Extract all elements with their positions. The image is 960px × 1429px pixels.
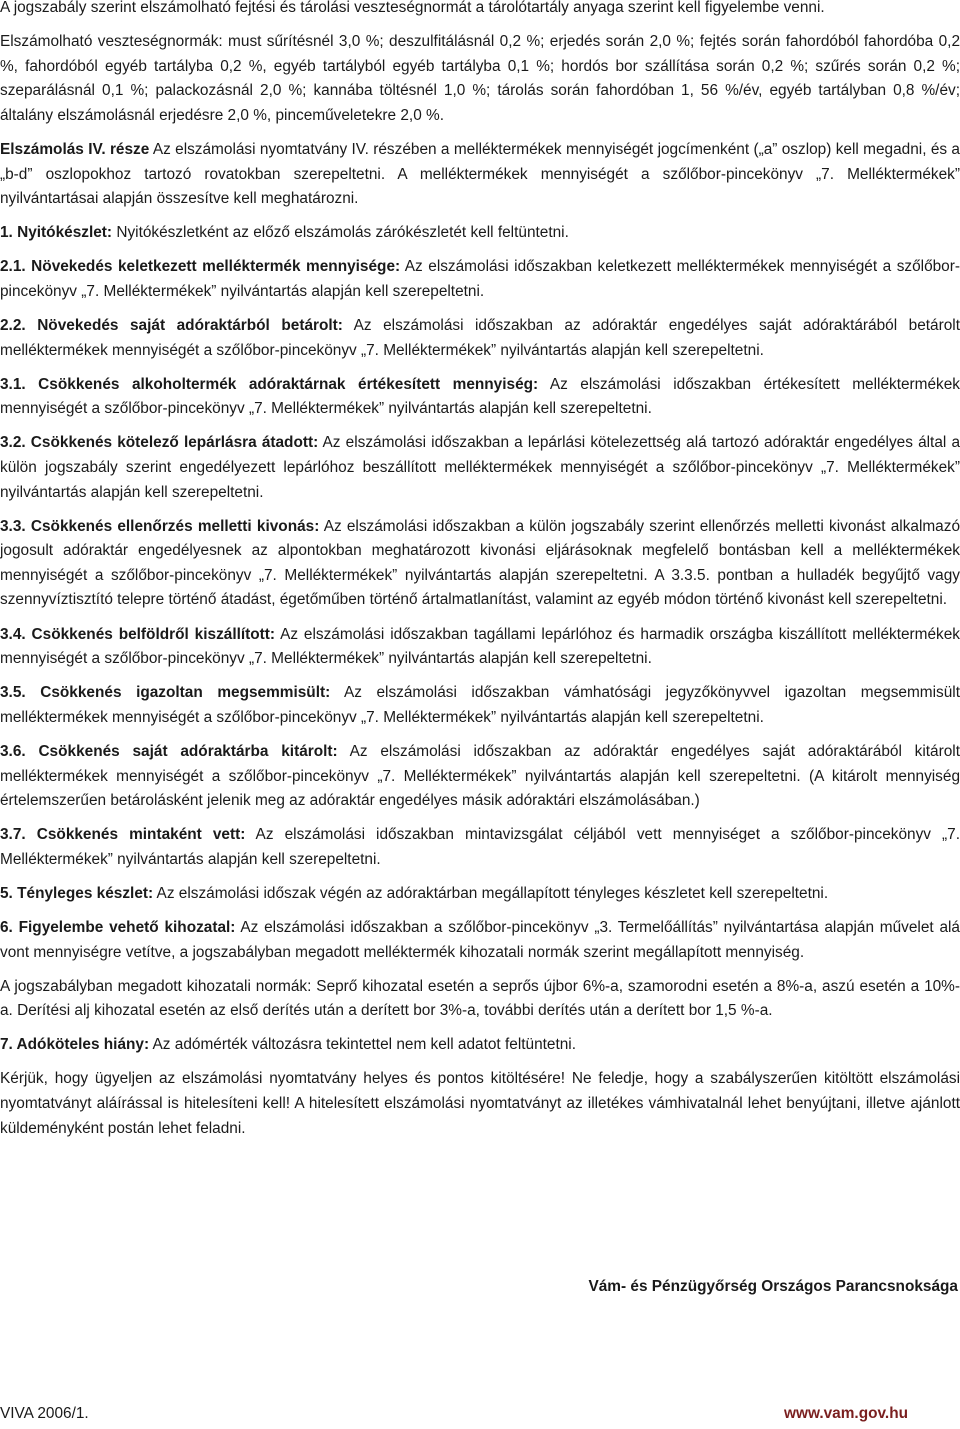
paragraph-lead: 2.2. Növekedés saját adóraktárból betárolt: [0,317,343,335]
paragraph-loss-norms [0,30,960,128]
footer-issue-label: VIVA 2006/1. [0,1405,89,1422]
paragraph-text: Az adómérték változásra tekintettel nem kell adatot feltüntetni. [149,1036,577,1054]
paragraph-opening-stock [0,221,960,246]
paragraph-text: Az elszámolási időszakban a külön jogszabály szerint ellenőrzés melletti kivonást alkalmazó jogosult adóraktár engedélyesnek az alpontokban meghatározott kivonási eljárásoknak megfelelő bontásban kell a melléktermékek mennyiségét a szőlőbor-pincekönyv „7. Melléktermékek” nyilvántartás alapján szerepeltetni. A 3.3.5. pontban a hulladék begyűjtő vagy szennyvíztisztító telepre történő átadást, égetőműben történő ártalmatlanítást, valamint az egyéb módon történő kivonást kell szerepeltetni. [0,517,960,609]
paragraph-text: Az elszámolási időszakban a lepárlási kötelezettség alá tartozó adóraktár engedélyes által a külön jogszabály szerint engedélyezett lepárlóhoz beszállított melléktermékek mennyiségét a szőlőbor-pincekönyv „7. Melléktermékek” nyilvántartás alapján kell szerepeltetni. [0,434,960,501]
paragraph-text: Az elszámolási nyomtatvány IV. részében a melléktermékek mennyiségét jogcímenként („a” oszlop) kell megadni, és a „b-d” oszlopokhoz tartozó rovatokban szerepeltetni. A melléktermékek mennyiségét a szőlőbor-pincekönyv „7. Melléktermékek” nyilvántartásai alapján összesítve kell meghatározni. [0,140,960,208]
paragraph-text: Kérjük, hogy ügyeljen az elszámolási nyomtatvány helyes és pontos kitöltésére! Ne feledje, hogy a szabályszerűen kitöltött elszámolási nyomtatványt aláírással is hitelesíteni kell! A hitelesített elszámolási nyomtatványt az illetékes vámhivatalnál lehet benyújtani, illetve ajánlott küldeményként postán lehet feladni. [0,1070,960,1137]
paragraph-text: Az elszámolási időszakban a szőlőbor-pincekönyv „3. Termelőállítás” nyilvántartása alapján művelet alá vont mennyiségre vetítve, a jogszabályban megadott melléktermék kihozatali normák szerint megállapított mennyiség. [0,919,960,961]
signature-authority: Vám- és Pénzügyőrség Országos Parancsnoksága [588,1278,958,1295]
paragraph-3-2 [0,431,960,505]
paragraph-text: Az elszámolási időszakban az adóraktár engedélyes saját adóraktárából betárolt melléktermékek mennyiségét a szőlőbor-pincekönyv „7. Melléktermékek” nyilvántartás alapján kell szerepeltetni. [0,317,960,359]
paragraph-5 [0,882,960,907]
paragraph-lead: 3.5. Csökkenés igazoltan megsemmisült: [0,684,331,702]
paragraph-3-4 [0,623,960,672]
paragraph-6 [0,916,960,965]
paragraph-7 [0,1033,960,1058]
paragraph-text: A jogszabályban megadott kihozatali normák: Seprő kihozatal esetén a seprős újbor 6%-a, szamorodni esetén a 8%-a, aszú esetén a 10%-a. Derítési alj kihozatal esetén az első derítés után a derített bor 3%-a, további derítés után a derített bor 1,5 %-a. [0,977,960,1020]
paragraph-3-6 [0,740,960,814]
paragraph-3-7 [0,823,960,872]
footer-website-link[interactable]: www.vam.gov.hu [784,1405,908,1422]
paragraph-text: Az elszámolási időszakban keletkezett melléktermékek mennyiségét a szőlőbor-pincekönyv „7. Melléktermékek” nyilvántartás alapján kell szerepeltetni. [0,258,960,300]
paragraph-2-1 [0,255,960,304]
paragraph-2-2 [0,314,960,363]
paragraph-text: Az elszámolási időszak végén az adóraktárban megállapított tényleges készletet kell szerepeltetni. [153,884,829,902]
paragraph-lead: 2.1. Növekedés keletkezett melléktermék mennyisége: [0,258,401,276]
paragraph-lead: 3.1. Csökkenés alkoholtermék adóraktárnak értékesített mennyiség: [0,375,539,393]
paragraph-lead: 7. Adóköteles hiány: [0,1036,150,1054]
paragraph-text: Az elszámolási időszakban az adóraktár engedélyes saját adóraktárából kitárolt melléktermékek mennyiségét a szőlőbor-pincekönyv „7. Melléktermékek” nyilvántartás alapján kell szerepeltetni. (A kitárolt mennyiség értelemszerűen betárolásként jelenik meg az adóraktár engedélyes másik adóraktári elszámolásában.) [0,742,960,810]
paragraph-text: A jogszabály szerint elszámolható fejtési és tárolási veszteségnormát a tárolótartály anyaga szerint kell figyelembe venni. [0,0,825,16]
paragraph-lead: Elszámolás IV. része [0,140,150,158]
paragraph-part-iv [0,138,960,212]
paragraph-lead: 3.2. Csökkenés kötelező lepárlásra átadott: [0,434,319,452]
paragraph-lead: 6. Figyelembe vehető kihozatal: [0,919,236,936]
paragraph-3-5 [0,681,960,730]
paragraph-text: Elszámolható veszteségnormák: must sűrítésnél 3,0 %; deszulfitálásnál 0,2 %; erjedés során 2,0 %; fejtés során fahordóból fahordóba 0,2 %, fahordóból egyéb tartályba 0,2 %, egyéb tartályból egyéb tartályba 0,1 %; hordós bor szállítása során 0,2 %; szűrés során 0,2 %; szeparálásnál 0,1 %; palackozásnál 2,0 %; kannába töltésnél 1,0 %; tárolás során fahordóban 1, 56 %/év, egyéb tartályban 0,8 %/év; általány elszámolásnál erjedésre 2,0 %, pinceműveletekre 2,0 %. [0,33,960,124]
paragraph-lead: 3.6. Csökkenés saját adóraktárba kitárolt: [0,742,338,760]
paragraph-yield-norms [0,975,960,1024]
paragraph-lead: 3.4. Csökkenés belföldről kiszállított: [0,625,276,643]
paragraph-material-norms [0,0,960,21]
paragraph-text: Nyitókészletként az előző elszámolás zárókészletét kell feltüntetni. [112,224,569,242]
paragraph-3-1 [0,373,960,422]
paragraph-lead: 5. Tényleges készlet: [0,884,154,902]
paragraph-text: Az elszámolási időszakban vámhatósági jegyzőkönyvvel igazoltan megsemmisült melléktermékek mennyiségét a szőlőbor-pincekönyv „7. Melléktermékek” nyilvántartás alapján kell szerepeltetni. [0,684,960,726]
paragraph-text: Az elszámolási időszakban tagállami lepárlóhoz és harmadik országba kiszállított melléktermékek mennyiségét a szőlőbor-pincekönyv „7. Melléktermékek” nyilvántartás alapján kell szerepeltetni. [0,625,960,668]
paragraph-text: Az elszámolási időszakban értékesített melléktermékek mennyiségét a szőlőbor-pincekönyv „7. Melléktermékek” nyilvántartás alapján kell szerepeltetni. [0,375,960,418]
paragraph-3-3 [0,515,960,613]
paragraph-lead: 1. Nyitókészlet: [0,224,113,242]
paragraph-text: Az elszámolási időszakban mintavizsgálat céljából vett mennyiséget a szőlőbor-pincekönyv „7. Melléktermékek” nyilvántartás alapján kell szerepeltetni. [0,826,960,868]
paragraph-closing-request [0,1067,960,1141]
paragraph-lead: 3.3. Csökkenés ellenőrzés melletti kivonás: [0,517,320,535]
paragraph-lead: 3.7. Csökkenés mintaként vett: [0,826,246,844]
